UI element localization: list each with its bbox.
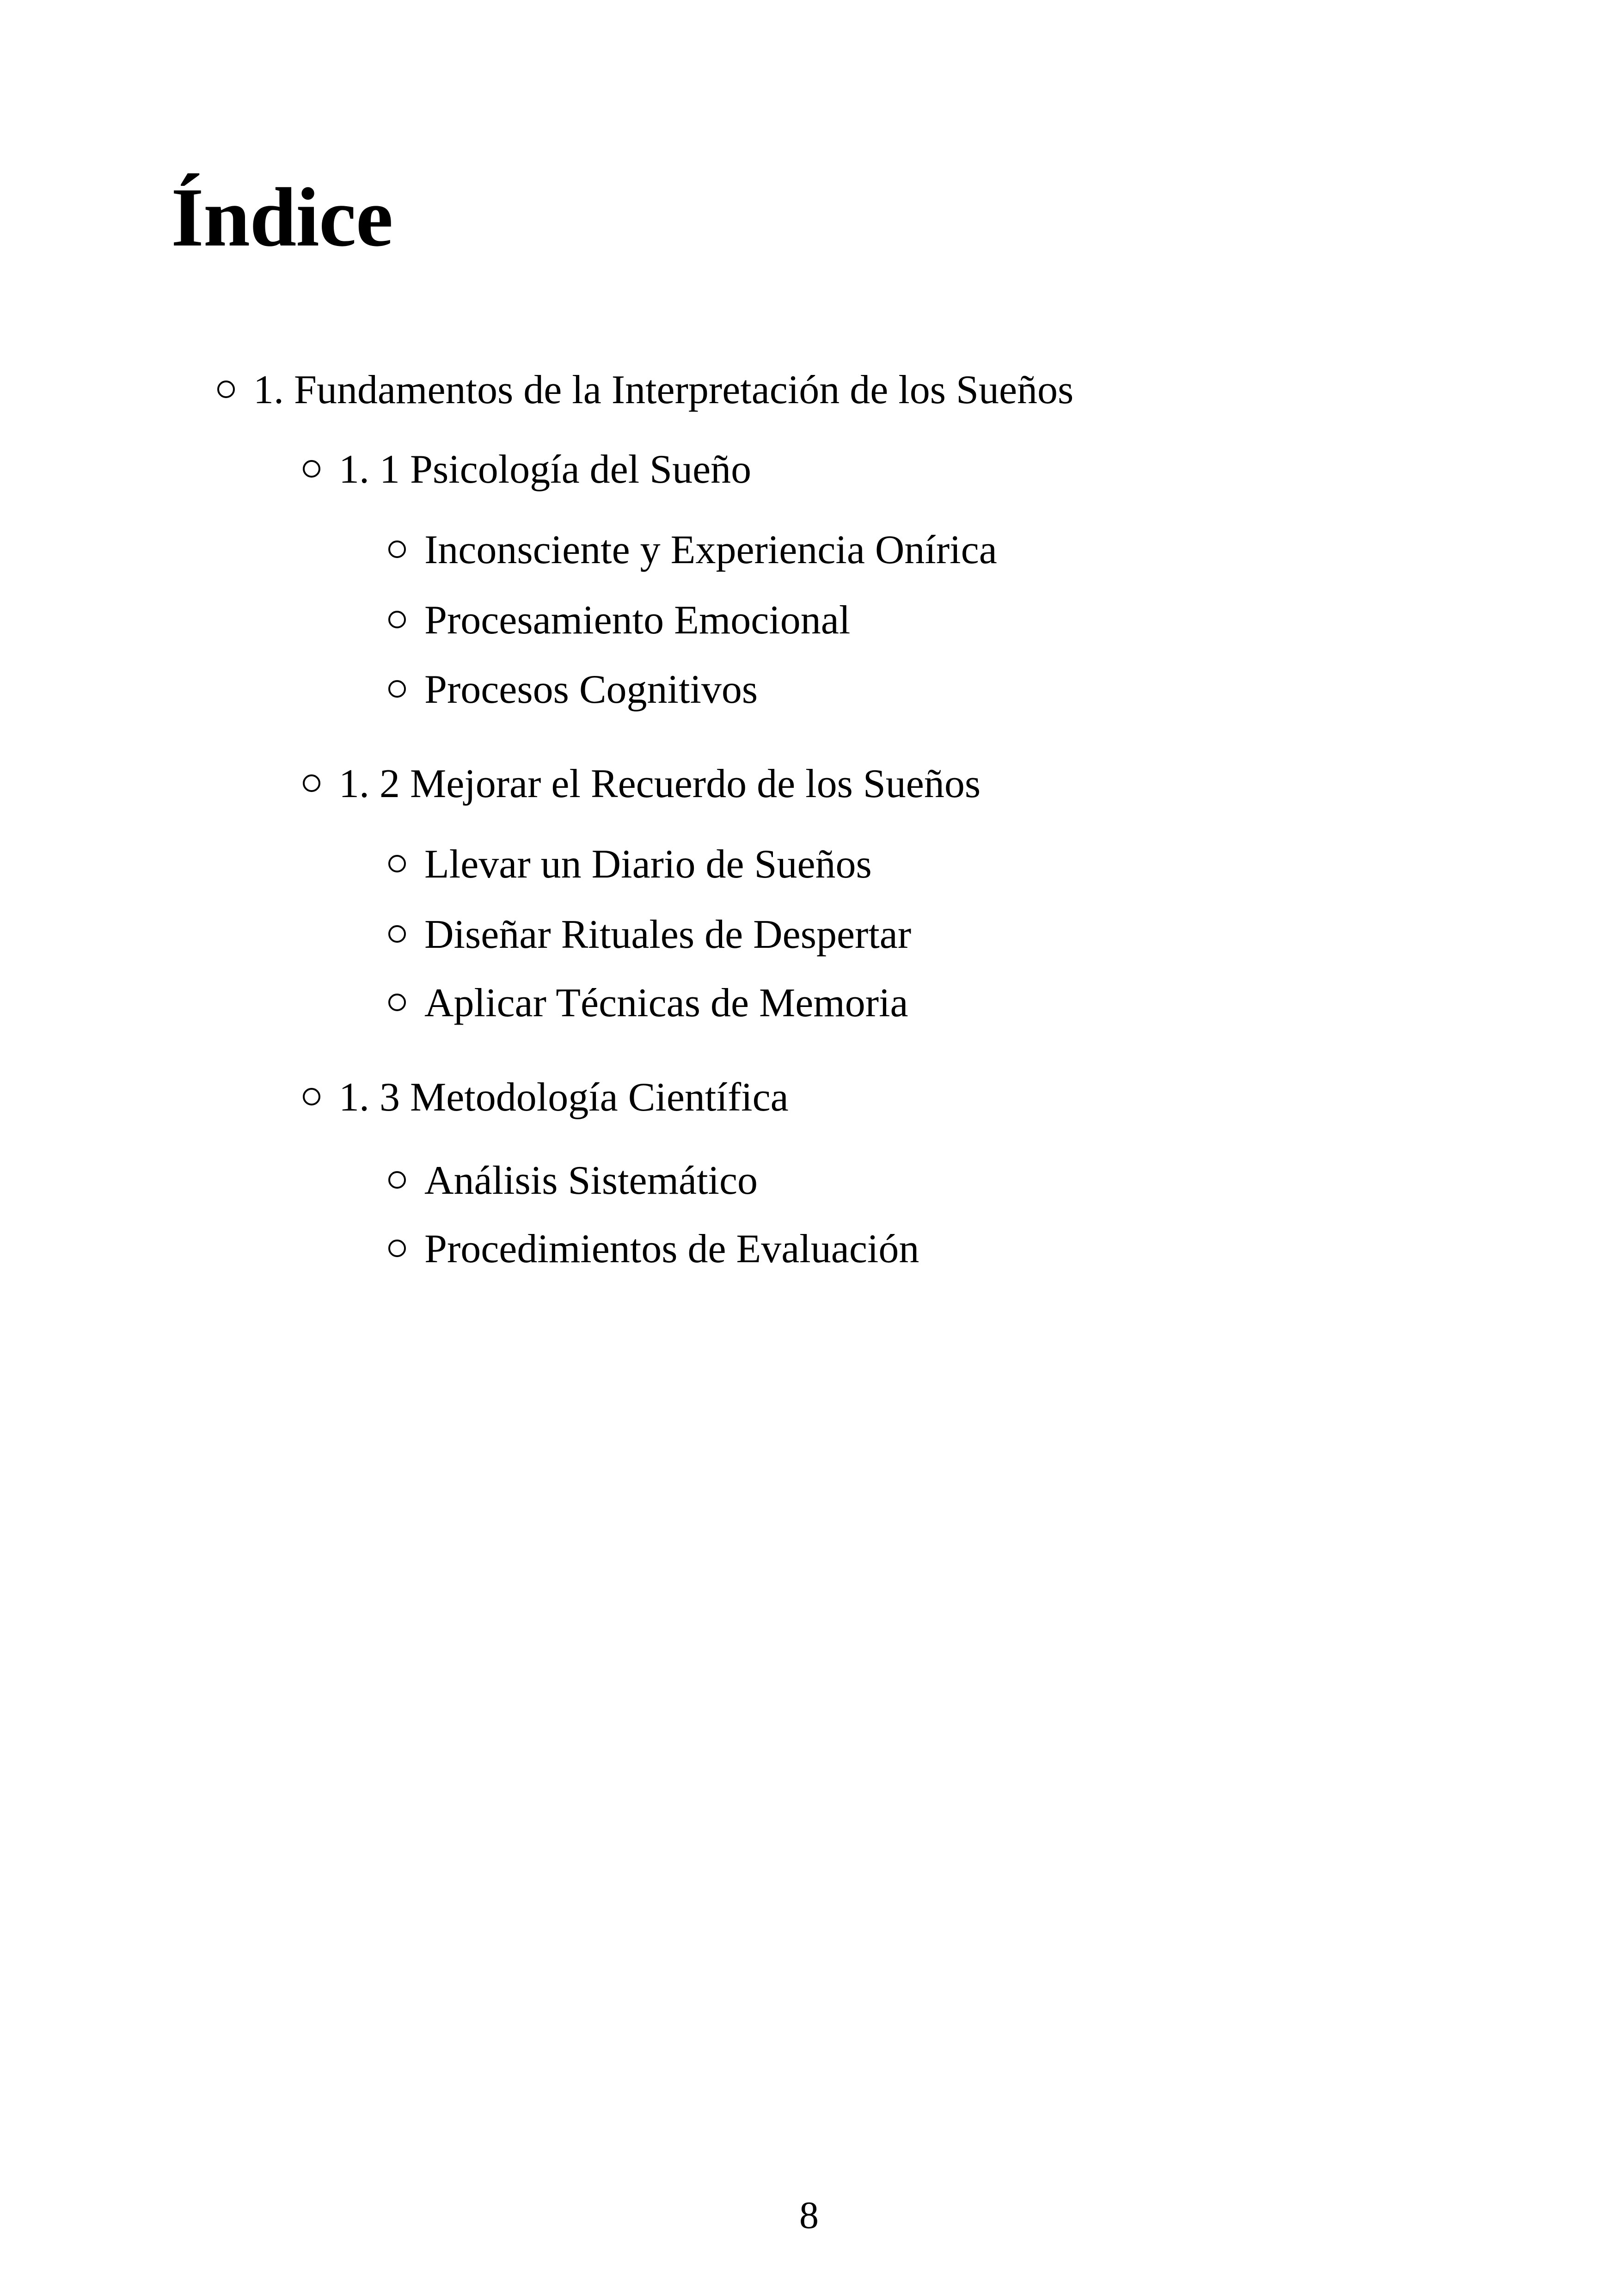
bullet-circle-icon (303, 1088, 320, 1105)
toc-entry-label: Llevar un Diario de Sueños (424, 842, 872, 887)
toc-entry-label: Procedimientos de Evaluación (424, 1227, 919, 1271)
toc-entry-item[interactable] (388, 530, 997, 571)
bullet-circle-icon (217, 381, 235, 398)
toc-entry-label: Aplicar Técnicas de Memoria (424, 981, 908, 1025)
bullet-circle-icon (303, 460, 320, 478)
toc-entry-item[interactable] (388, 912, 912, 957)
toc-entry-item[interactable] (388, 983, 908, 1024)
toc-entry-item[interactable] (388, 669, 758, 710)
bullet-circle-icon (388, 540, 406, 558)
bullet-circle-icon (388, 1240, 406, 1257)
toc-entry-subsection-1-2[interactable] (303, 761, 981, 806)
bullet-circle-icon (388, 680, 406, 698)
toc-entry-label: Diseñar Rituales de Despertar (424, 912, 912, 957)
toc-entry-label: Procesos Cognitivos (424, 667, 758, 712)
toc-entry-label: 1. Fundamentos de la Interpretación de los Sueños (253, 368, 1074, 412)
toc-entry-label: Análisis Sistemático (424, 1158, 758, 1203)
toc-entry-item[interactable] (388, 844, 872, 885)
toc-entry-label: 1. 3 Metodología Científica (339, 1075, 789, 1120)
toc-entry-item[interactable] (388, 600, 850, 641)
toc-entry-label: 1. 1 Psicología del Sueño (339, 447, 752, 492)
toc-entry-label: Inconsciente y Experiencia Onírica (424, 528, 997, 572)
toc-entry-item[interactable] (388, 1229, 919, 1270)
toc-entry-label: Procesamiento Emocional (424, 598, 851, 643)
bullet-circle-icon (388, 855, 406, 872)
bullet-circle-icon (303, 774, 320, 792)
page-number: 8 (799, 2194, 819, 2237)
toc-entry-item[interactable] (388, 1160, 758, 1201)
toc-entry-subsection-1-1[interactable] (303, 449, 751, 490)
toc-entry-section-1[interactable] (217, 370, 1073, 411)
bullet-circle-icon (388, 1171, 406, 1189)
bullet-circle-icon (388, 994, 406, 1011)
toc-entry-label: 1. 2 Mejorar el Recuerdo de los Sueños (339, 761, 981, 806)
bullet-circle-icon (388, 611, 406, 628)
page-title: Índice (171, 171, 393, 264)
bullet-circle-icon (388, 925, 406, 943)
toc-entry-subsection-1-3[interactable] (303, 1077, 789, 1118)
